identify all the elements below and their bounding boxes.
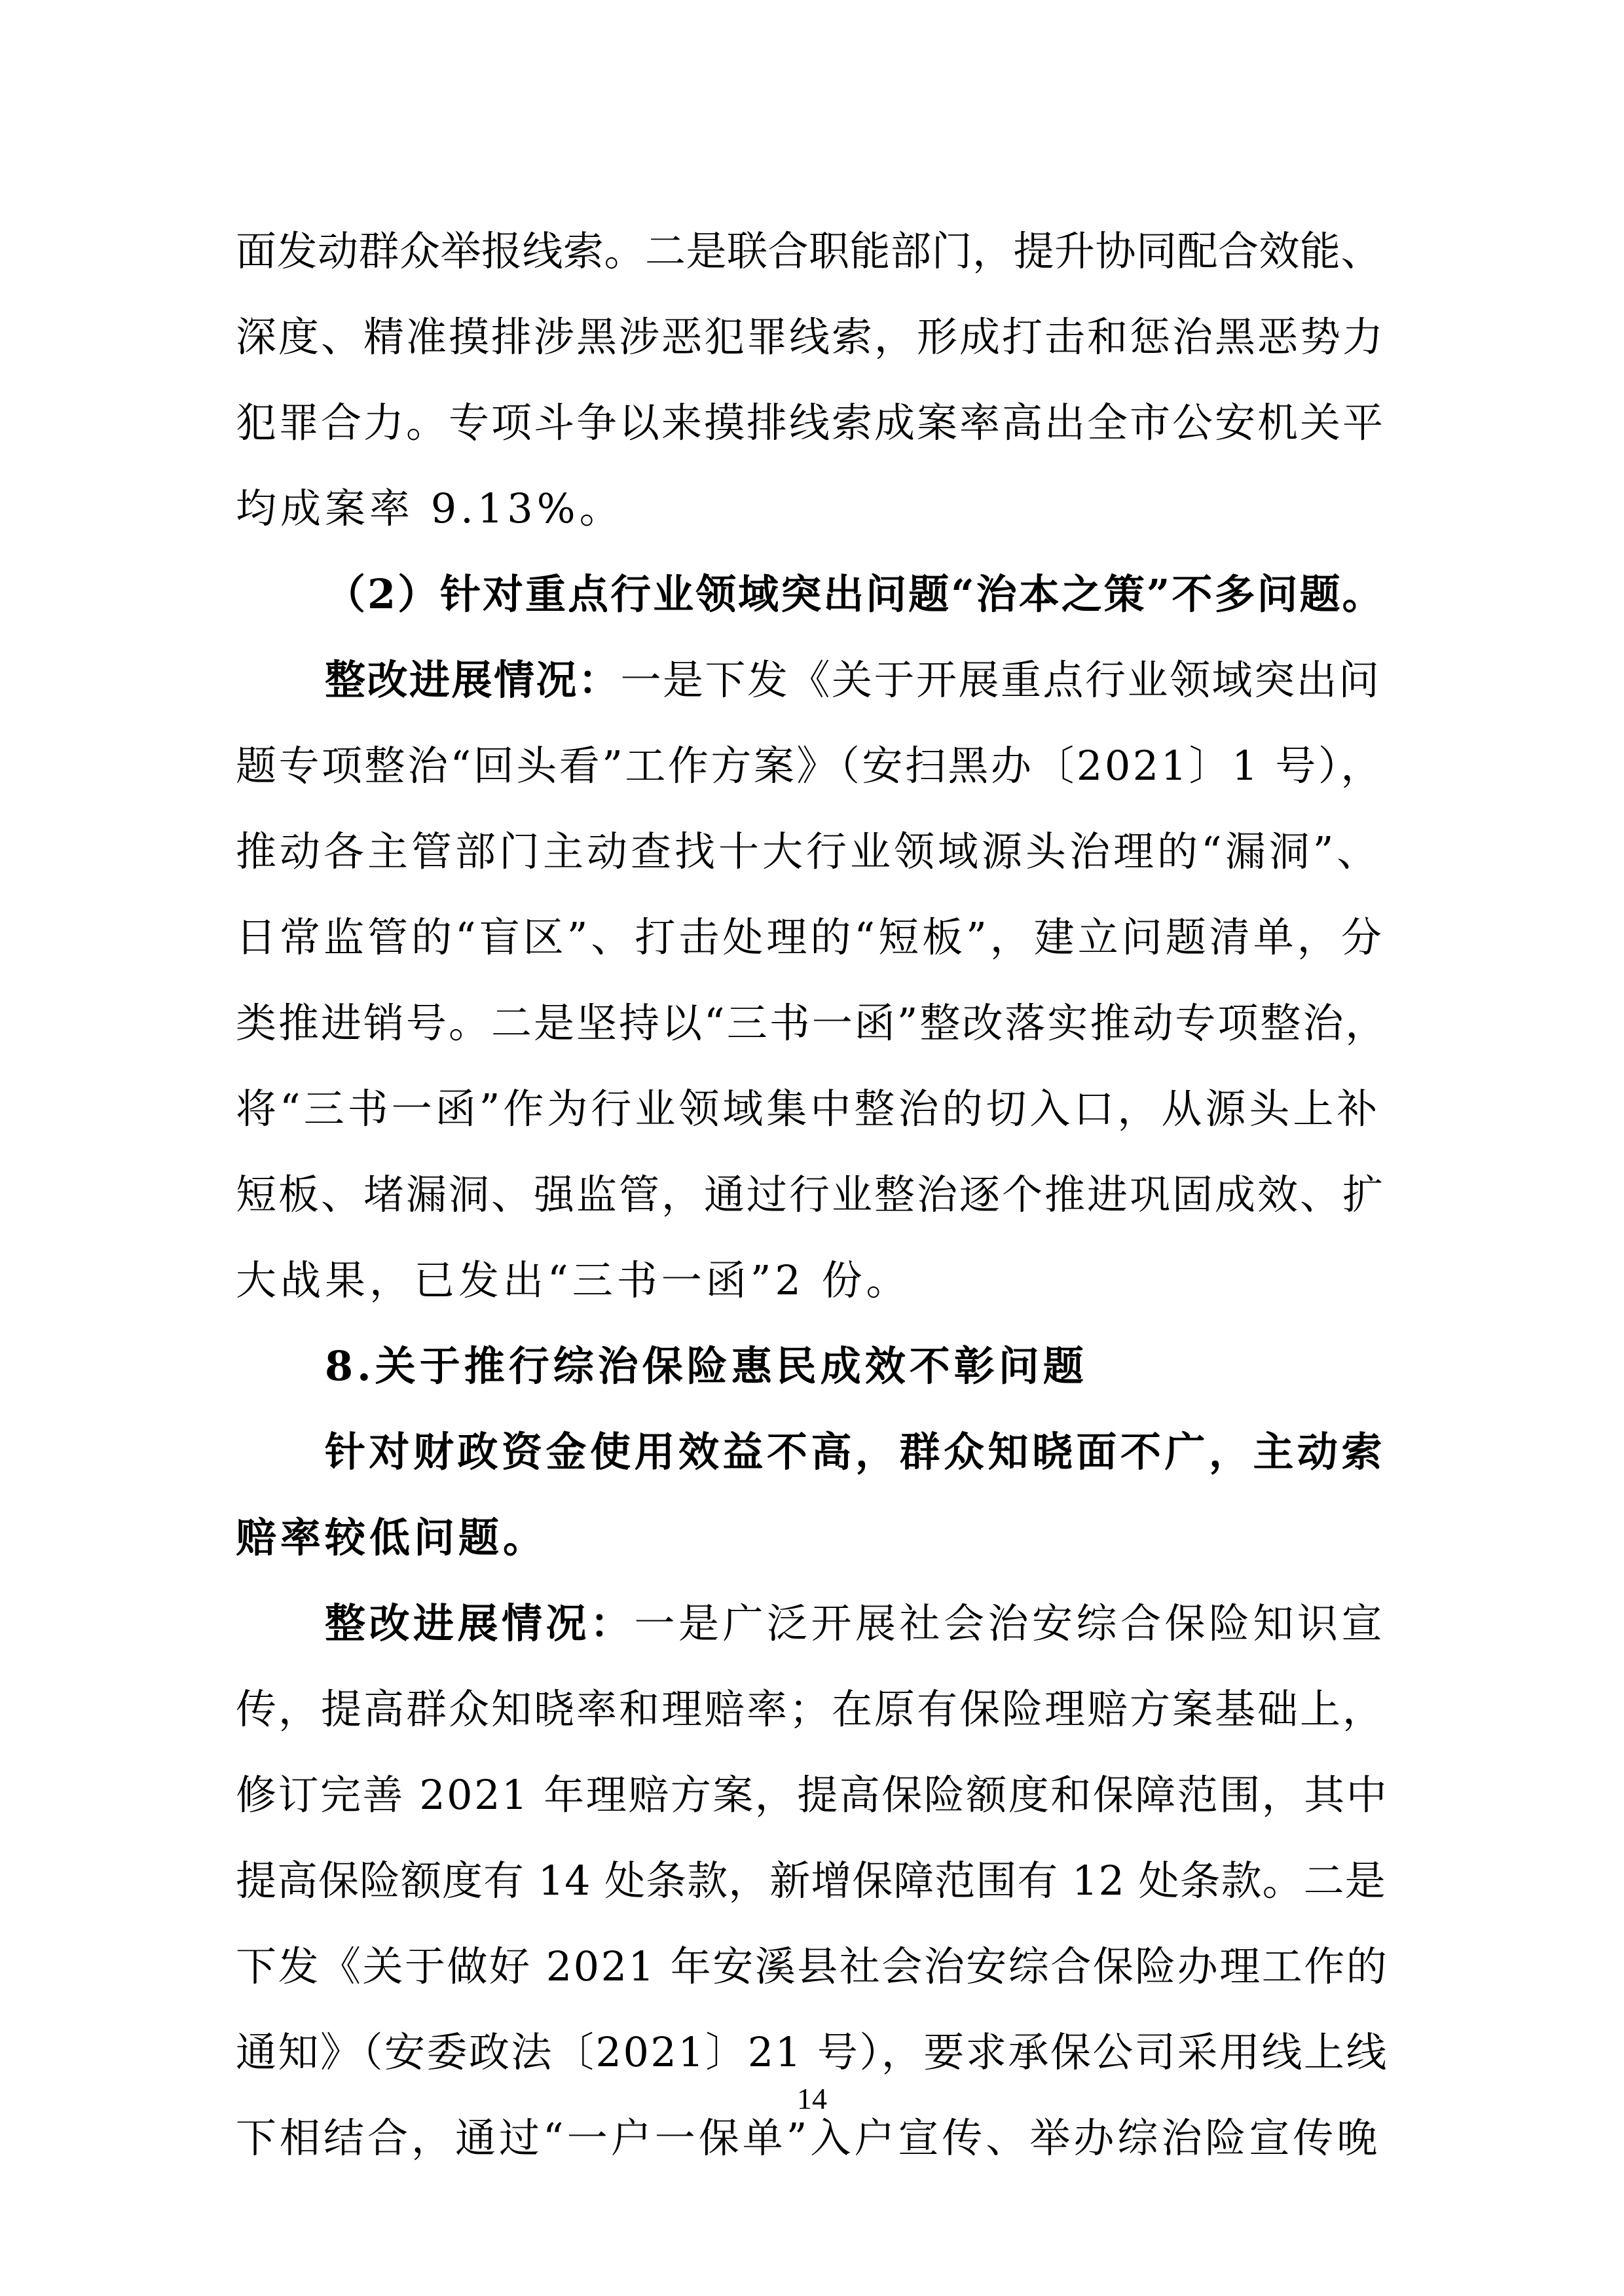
text-line: 下相结合，通过“一户一保单”入户宣传、举办综治险宣传晚 [236,2114,1381,2162]
paragraph-industry-progress [236,637,1388,1323]
text-line: 题专项整治“回头看”工作方案》（安扫黑办〔2021〕1 号）， [236,742,1384,790]
text-line: 推动各主管部门主动查找十大行业领域源头治理的“漏洞”、 [236,828,1381,875]
paragraph-clue-reporting [236,208,1388,551]
text-line: 下发《关于做好 2021 年安溪县社会治安综合保险办理工作的 [236,1942,1389,1990]
paragraph-insurance-issue [236,1409,1388,1580]
text-line: 类推进销号。二是坚持以“三书一函”整改落实推动专项整治， [236,999,1388,1047]
text-line-content: 一是广泛开展社会治安综合保险知识宣 [634,1599,1386,1647]
progress-lead-label: 整改进展情况： [325,1599,635,1647]
text-line: 赔率较低问题。 [236,1514,548,1561]
section-heading: （2）针对重点行业领域突出问题“治本之策”不多问题。 [325,570,1385,618]
text-line: 传，提高群众知晓率和理赔率；在原有保险理赔方案基础上， [236,1685,1386,1733]
document-body [236,208,1388,2181]
text-line: 大战果，已发出“三书一函”2 份。 [236,1256,911,1304]
text-line: 将“三书一函”作为行业领域集中整治的切入口，从源头上补 [236,1085,1381,1133]
text-line: 修订完善 2021 年理赔方案，提高保险额度和保障范围，其中 [236,1771,1389,1819]
text-line: 日常监管的“盲区”、打击处理的“短板”，建立问题清单，分 [236,913,1385,961]
section-heading: 8.关于推行综治保险惠民成效不彰问题 [325,1342,1088,1390]
page-number: 14 [797,2082,827,2115]
text-line: 短板、堵漏洞、强监管，通过行业整治逐个推进巩固成效、扩 [236,1171,1386,1218]
text-line: 犯罪合力。专项斗争以来摸排线索成案率高出全市公安机关平 [236,399,1386,446]
heading-key-industries [236,551,1388,637]
text-line-content: 一是下发《关于开展重点行业领域突出问 [620,656,1381,704]
text-line: 深度、精准摸排涉黑涉恶犯罪线索，形成打击和惩治黑恶势力 [236,313,1386,361]
text-line: 通知》（安委政法〔2021〕21 号），要求承保公司采用线上线 [236,2028,1388,2076]
heading-insurance [236,1323,1388,1409]
progress-lead-label: 整改进展情况： [325,656,621,704]
text-line: 提高保险额度有 14 处条款，新增保障范围有 12 处条款。二是 [236,1857,1386,1904]
text-line: 面发动群众举报线索。二是联合职能部门，提升协同配合效能、 [236,227,1382,275]
text-line [236,1580,1388,1666]
text-line [236,637,1388,723]
text-line: 均成案率 9.13%。 [236,484,624,532]
text-line: 针对财政资金使用效益不高，群众知晓面不广，主动索 [325,1428,1386,1476]
